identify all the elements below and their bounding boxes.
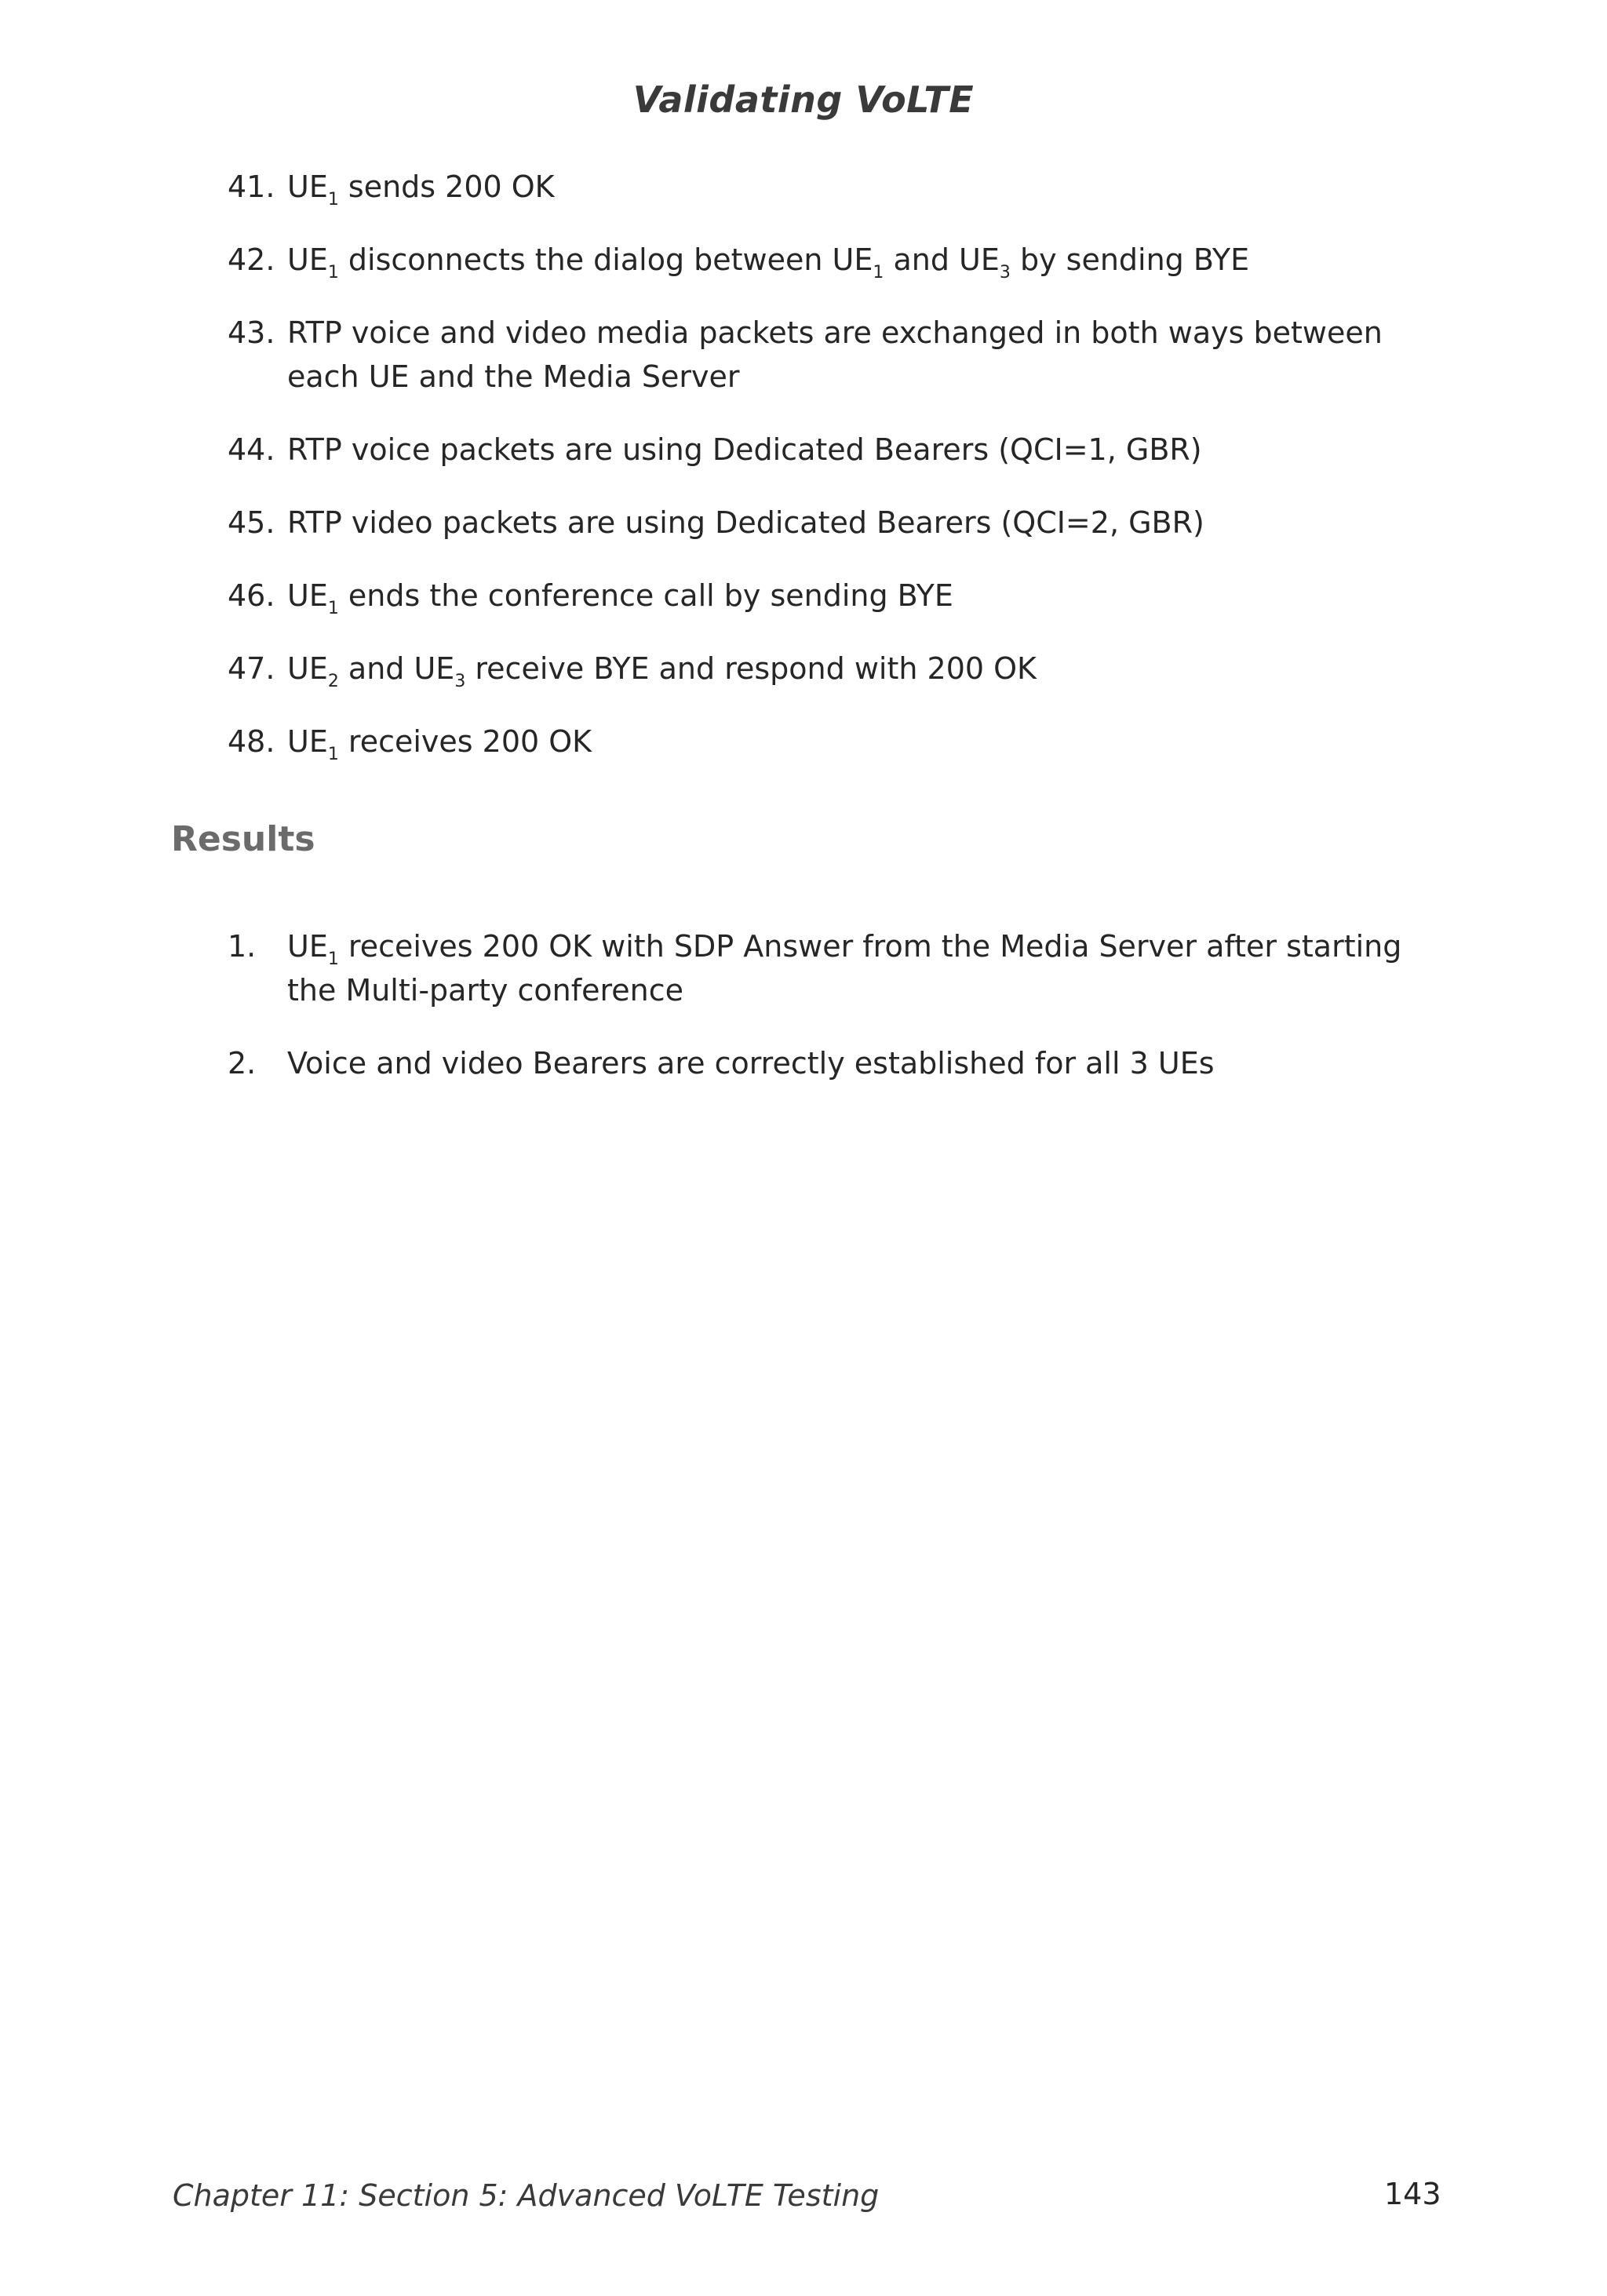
results-heading: Results — [171, 819, 315, 859]
step-text: RTP voice packets are using Dedicated Bearers (QCI=1, GBR) — [287, 432, 1202, 467]
step-item — [228, 647, 1452, 691]
step-text: $UE_2$ and $UE_3$ receive BYE and respond with 200 OK — [287, 651, 1037, 691]
step-text: $UE_1$ sends 200 OK — [287, 169, 555, 210]
step-number: 44. — [228, 432, 275, 467]
step-item — [228, 720, 1452, 764]
step-number: 46. — [228, 578, 275, 613]
step-item — [228, 165, 1452, 209]
step-item — [228, 501, 1452, 545]
step-text: $UE_1$ disconnects the dialog between $UE_1$ and $UE_3$ by sending BYE — [287, 242, 1250, 282]
step-item — [228, 428, 1452, 472]
result-item — [228, 924, 1452, 1012]
step-number: 47. — [228, 651, 275, 686]
result-text: Voice and video Bearers are correctly established for all 3 UEs — [287, 1046, 1215, 1081]
step-text: $UE_1$ ends the conference call by sending BYE — [287, 578, 953, 618]
results-list — [228, 924, 1452, 1114]
footer-chapter-title: Chapter 11: Section 5: Advanced VoLTE Testing — [173, 2178, 880, 2213]
step-item — [228, 311, 1452, 399]
step-number: 48. — [228, 724, 275, 759]
step-text: RTP voice and video media packets are exchanged in both ways between each UE and the Media Server — [287, 315, 1383, 394]
step-item — [228, 574, 1452, 618]
page-header-title: Validating VoLTE — [632, 78, 975, 121]
result-text: $UE_1$ receives 200 OK with SDP Answer from the Media Server after starting the Multi-party conference — [287, 929, 1402, 1008]
step-item — [228, 238, 1452, 282]
step-number: 45. — [228, 505, 275, 540]
step-text: $UE_1$ receives 200 OK — [287, 724, 592, 764]
footer-page-number: 143 — [1384, 2177, 1441, 2211]
step-number: 42. — [228, 242, 275, 277]
step-number: 43. — [228, 315, 275, 350]
step-number: 41. — [228, 169, 275, 204]
result-number: 1. — [228, 929, 257, 964]
result-item — [228, 1041, 1452, 1085]
procedure-step-list — [228, 165, 1452, 793]
step-text: RTP video packets are using Dedicated Bearers (QCI=2, GBR) — [287, 505, 1204, 540]
result-number: 2. — [228, 1046, 257, 1081]
